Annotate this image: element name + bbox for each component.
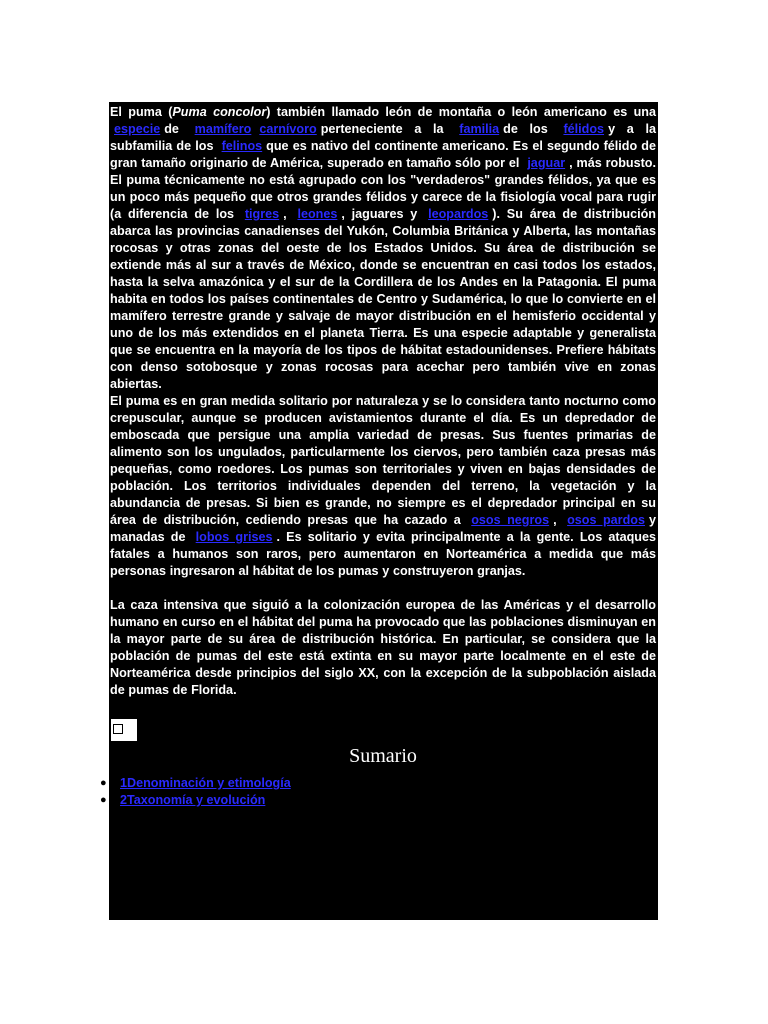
text: , xyxy=(283,207,294,221)
link-felinos[interactable]: felinos xyxy=(221,139,263,153)
text: de los xyxy=(503,122,560,136)
text: , jaguares y xyxy=(341,207,425,221)
toc-item xyxy=(100,792,656,809)
text: que es nativo del continente americano. Es el segundo félido de gran tamaño originario de América, superado en tamaño sólo por el xyxy=(110,139,656,170)
link-mamifero[interactable]: mamífero xyxy=(194,122,252,136)
text: ). Su área de distribución abarca las provincias canadienses del Yukón, Columbia Británica y Alberta, las montañas rocosas y otras zonas del oeste de los Estados Unidos. Su área de distribución se extiende más al sur a través de México, donde se encuentran en casi todos los estados, hasta la selva amazónica y el sur de la Cordillera de los Andes en la Patagonia. El puma habita en todos los países continentales de Centro y Sudamérica, lo que lo convierte en el mamífero terrestre grande y salvaje de mayor distribución en el hemisferio occidental y uno de los más extendidos en el planeta Tierra. Es una especie adaptable y generalista que se encuentra en la mayoría de los tipos de hábitat estadounidenses. Prefiere hábitats con denso sotobosque y zonas rocosas para acechar pero también vive en zonas abiertas. xyxy=(110,207,656,391)
toc-link-taxonomia[interactable]: 2Taxonomía y evolución xyxy=(120,793,266,807)
text: y manadas de xyxy=(110,513,656,544)
bullet-icon: ● xyxy=(100,777,107,789)
link-familia[interactable]: familia xyxy=(459,122,500,136)
bullet-icon: ● xyxy=(100,794,107,806)
text: , xyxy=(553,513,564,527)
toc-title: Sumario xyxy=(349,745,417,767)
paragraph-conservation: La caza intensiva que siguió a la colonización europea de las Américas y el desarrollo humano en curso en el hábitat del puma ha provocado que las poblaciones disminuyan en la mayor parte de su área de distribución histórica. En particular, se considera que la población de pumas del este está extinta en su mayor parte localmente en el este de Norteamérica desde principios del siglo XX, con la excepción de la subpoblación aislada de pumas de Florida. xyxy=(110,598,656,697)
text: de xyxy=(164,122,191,136)
text: El puma es en gran medida solitario por naturaleza y se lo considera tanto nocturno como crepuscular, aunque se producen avistamientos durante el día. Es un depredador de emboscada que persigue una amplia variedad de presas. Sus fuentes primarias de alimento son los ungulados, particularmente los ciervos, pero también caza presas más pequeñas, como roedores. Los pumas son territoriales y viven en bajas densidades de población. Los territorios individuales dependen del terreno, la vegetación y la abundancia de presas. Si bien es grande, no siempre es el depredador principal en su área de distribución, cediendo presas que ha cazado a xyxy=(110,394,656,527)
article-body xyxy=(100,102,658,920)
text: El puma ( xyxy=(110,105,173,119)
link-osos-negros[interactable]: osos negros xyxy=(471,513,550,527)
paragraph-intro xyxy=(110,104,656,393)
text: y a la subfamilia de los xyxy=(110,122,656,153)
link-carnivoro[interactable]: carnívoro xyxy=(259,122,317,136)
link-felidos[interactable]: félidos xyxy=(563,122,605,136)
link-jaguar[interactable]: jaguar xyxy=(527,156,566,170)
link-leopardos[interactable]: leopardos xyxy=(428,207,489,221)
link-especie[interactable]: especie xyxy=(114,122,161,136)
link-leones[interactable]: leones xyxy=(297,207,338,221)
text: . Es solitario y evita principalmente a la gente. Los ataques fatales a humanos son raros, pero aumentaron en Norteamérica a medida que más personas ingresaron al hábitat de los pumas y construyeron granjas. xyxy=(110,530,656,578)
toc-list xyxy=(100,775,656,809)
paragraph-behavior xyxy=(110,393,656,580)
image-placeholder-box xyxy=(113,724,123,734)
text: perteneciente a la xyxy=(320,122,456,136)
text: , más robusto. El puma técnicamente no está agrupado con los "verdaderos" grandes félidos, ya que es un poco más pequeño que otros grandes félidos y carece de la fisiología vocal para rugir (a diferencia de los xyxy=(110,156,656,221)
broken-image-icon xyxy=(111,719,137,741)
link-tigres[interactable]: tigres xyxy=(244,207,280,221)
scientific-name: Puma concolor xyxy=(172,105,267,119)
toc-link-denominacion[interactable]: 1Denominación y etimología xyxy=(120,776,291,790)
text: ) también llamado león de montaña o león americano es una xyxy=(266,105,656,119)
link-lobos-grises[interactable]: lobos grises xyxy=(195,530,273,544)
toc-item xyxy=(100,775,656,792)
link-osos-pardos[interactable]: osos pardos xyxy=(567,513,645,527)
